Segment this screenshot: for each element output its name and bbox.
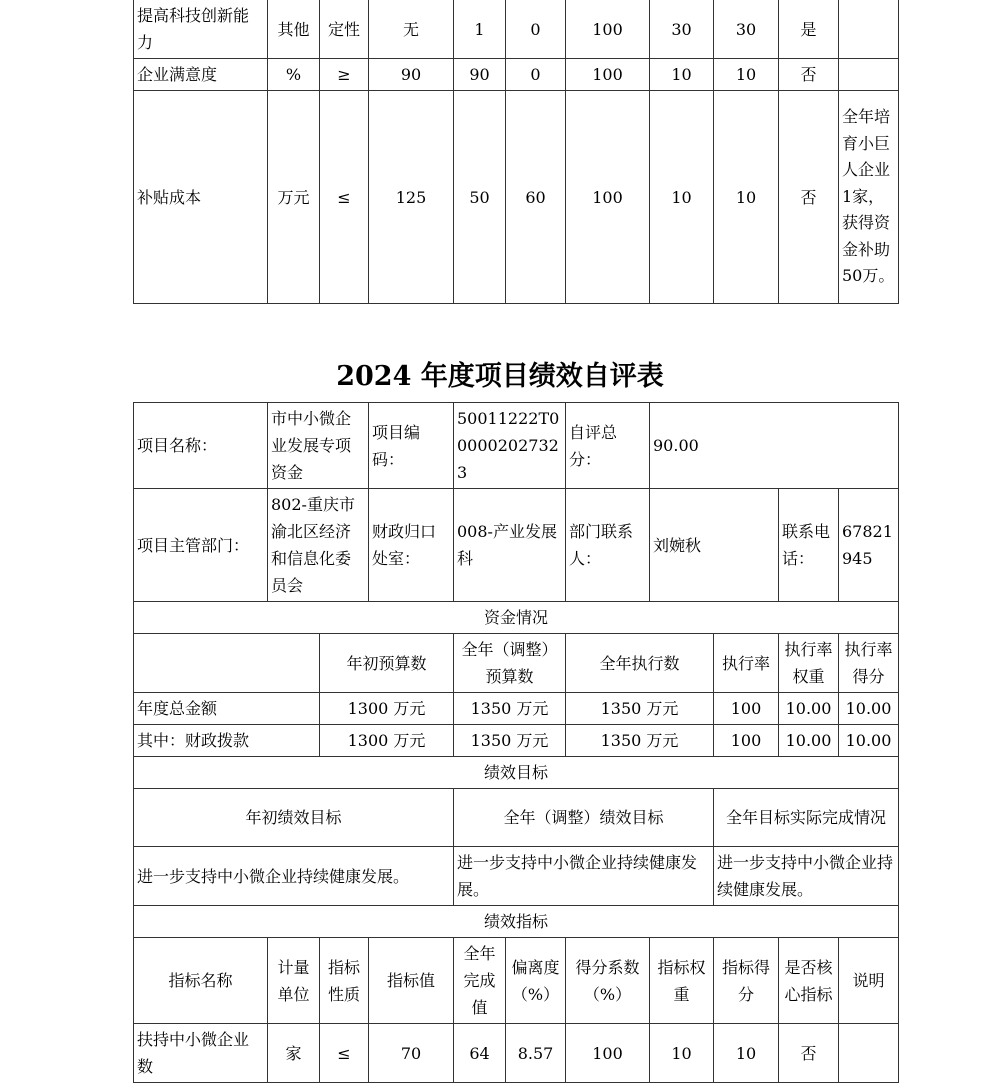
department-value: 802-重庆市渝北区经济和信息化委员会 — [268, 489, 369, 602]
indicator-unit: 家 — [268, 1024, 320, 1083]
indicator-unit: 其他 — [268, 0, 320, 59]
indicator-completed: 1 — [454, 0, 506, 59]
indicator-score: 10 — [714, 1024, 779, 1083]
indicator-note — [839, 0, 899, 59]
finance-office-label: 财政归口处室： — [369, 489, 454, 602]
funds-header-initial: 年初预算数 — [320, 634, 454, 693]
indicator-score: 30 — [714, 0, 779, 59]
indicators-section-row — [134, 906, 899, 938]
self-score-value: 90.00 — [650, 403, 899, 489]
indicator-header-unit: 计量单位 — [268, 938, 320, 1024]
table-row — [134, 91, 899, 304]
indicator-header-weight: 指标权重 — [650, 938, 714, 1024]
indicator-coefficient: 100 — [566, 0, 650, 59]
funds-initial: 1300 万元 — [320, 725, 454, 757]
goals-header-actual: 全年目标实际完成情况 — [714, 789, 899, 847]
indicator-unit: 万元 — [268, 91, 320, 304]
indicator-completed: 50 — [454, 91, 506, 304]
funds-header-row — [134, 634, 899, 693]
indicator-note: 全年培育小巨人企业1家，获得资金补助50万。 — [839, 91, 899, 304]
indicator-core: 否 — [779, 59, 839, 91]
funds-header-rate: 执行率 — [714, 634, 779, 693]
funds-weight: 10.00 — [779, 725, 839, 757]
indicator-score: 10 — [714, 59, 779, 91]
funds-header-adjusted: 全年（调整）预算数 — [454, 634, 566, 693]
goal-adjusted: 进一步支持中小微企业持续健康发展。 — [454, 847, 714, 906]
indicator-name: 提高科技创新能力 — [134, 0, 268, 59]
indicator-core: 否 — [779, 1024, 839, 1083]
self-score-label: 自评总分： — [566, 403, 650, 489]
finance-office-value: 008-产业发展科 — [454, 489, 566, 602]
funds-row-label: 年度总金额 — [134, 693, 320, 725]
contact-label: 部门联系人： — [566, 489, 650, 602]
indicator-weight: 10 — [650, 59, 714, 91]
table-row — [134, 0, 899, 59]
goals-value-row — [134, 847, 899, 906]
indicator-core: 是 — [779, 0, 839, 59]
phone-label: 联系电话： — [779, 489, 839, 602]
indicator-nature: ≤ — [320, 91, 369, 304]
project-name-value: 市中小微企业发展专项资金 — [268, 403, 369, 489]
page-title: 2024 年度项目绩效自评表 — [336, 361, 664, 392]
funds-header-score: 执行率得分 — [839, 634, 899, 693]
funds-section-row — [134, 602, 899, 634]
indicator-table-continued — [133, 0, 899, 304]
goals-header-initial: 年初绩效目标 — [134, 789, 454, 847]
funds-score: 10.00 — [839, 693, 899, 725]
indicator-name: 补贴成本 — [134, 91, 268, 304]
funds-header-executed: 全年执行数 — [566, 634, 714, 693]
goals-header-row — [134, 789, 899, 847]
indicator-header-target: 指标值 — [369, 938, 454, 1024]
indicator-nature: 定性 — [320, 0, 369, 59]
indicator-header-note: 说明 — [839, 938, 899, 1024]
indicator-weight: 30 — [650, 0, 714, 59]
indicator-unit: % — [268, 59, 320, 91]
funds-adjusted: 1350 万元 — [454, 693, 566, 725]
funds-weight: 10.00 — [779, 693, 839, 725]
contact-value: 刘婉秋 — [650, 489, 779, 602]
indicators-header-row — [134, 938, 899, 1024]
indicator-coefficient: 100 — [566, 1024, 650, 1083]
goals-section-heading: 绩效目标 — [134, 757, 899, 789]
funds-rate: 100 — [714, 693, 779, 725]
department-info-row — [134, 489, 899, 602]
indicator-nature: ≤ — [320, 1024, 369, 1083]
funds-header-blank — [134, 634, 320, 693]
indicator-deviation: 0 — [506, 0, 566, 59]
indicator-core: 否 — [779, 91, 839, 304]
funds-score: 10.00 — [839, 725, 899, 757]
indicator-name: 扶持中小微企业数 — [134, 1024, 268, 1083]
funds-adjusted: 1350 万元 — [454, 725, 566, 757]
table-row — [134, 1024, 899, 1083]
indicator-coefficient: 100 — [566, 91, 650, 304]
funds-section-heading: 资金情况 — [134, 602, 899, 634]
indicator-header-completed: 全年完成值 — [454, 938, 506, 1024]
indicator-header-coefficient: 得分系数（%） — [566, 938, 650, 1024]
indicator-completed: 90 — [454, 59, 506, 91]
project-name-label: 项目名称： — [134, 403, 268, 489]
indicator-note — [839, 1024, 899, 1083]
project-code-label: 项目编码： — [369, 403, 454, 489]
phone-value: 67821945 — [839, 489, 899, 602]
indicator-header-score: 指标得分 — [714, 938, 779, 1024]
indicator-header-name: 指标名称 — [134, 938, 268, 1024]
indicator-target: 无 — [369, 0, 454, 59]
department-label: 项目主管部门： — [134, 489, 268, 602]
indicator-coefficient: 100 — [566, 59, 650, 91]
indicator-name: 企业满意度 — [134, 59, 268, 91]
indicator-target: 90 — [369, 59, 454, 91]
indicator-target: 70 — [369, 1024, 454, 1083]
funds-header-weight: 执行率权重 — [779, 634, 839, 693]
project-code-value: 50011222T000002027323 — [454, 403, 566, 489]
funds-initial: 1300 万元 — [320, 693, 454, 725]
table-row — [134, 725, 899, 757]
indicator-completed: 64 — [454, 1024, 506, 1083]
goal-initial: 进一步支持中小微企业持续健康发展。 — [134, 847, 454, 906]
goal-actual: 进一步支持中小微企业持续健康发展。 — [714, 847, 899, 906]
indicator-deviation: 8.57 — [506, 1024, 566, 1083]
funds-executed: 1350 万元 — [566, 693, 714, 725]
indicators-section-heading: 绩效指标 — [134, 906, 899, 938]
project-info-row — [134, 403, 899, 489]
self-evaluation-table — [133, 402, 899, 1083]
funds-executed: 1350 万元 — [566, 725, 714, 757]
indicator-score: 10 — [714, 91, 779, 304]
indicator-target: 125 — [369, 91, 454, 304]
table-row — [134, 693, 899, 725]
funds-row-label: 其中：财政拨款 — [134, 725, 320, 757]
indicator-deviation: 60 — [506, 91, 566, 304]
table-row — [134, 59, 899, 91]
indicator-weight: 10 — [650, 1024, 714, 1083]
indicator-note — [839, 59, 899, 91]
goals-section-row — [134, 757, 899, 789]
indicator-header-core: 是否核心指标 — [779, 938, 839, 1024]
indicator-deviation: 0 — [506, 59, 566, 91]
goals-header-adjusted: 全年（调整）绩效目标 — [454, 789, 714, 847]
funds-rate: 100 — [714, 725, 779, 757]
indicator-header-nature: 指标性质 — [320, 938, 369, 1024]
indicator-header-deviation: 偏离度（%） — [506, 938, 566, 1024]
indicator-weight: 10 — [650, 91, 714, 304]
indicator-nature: ≥ — [320, 59, 369, 91]
